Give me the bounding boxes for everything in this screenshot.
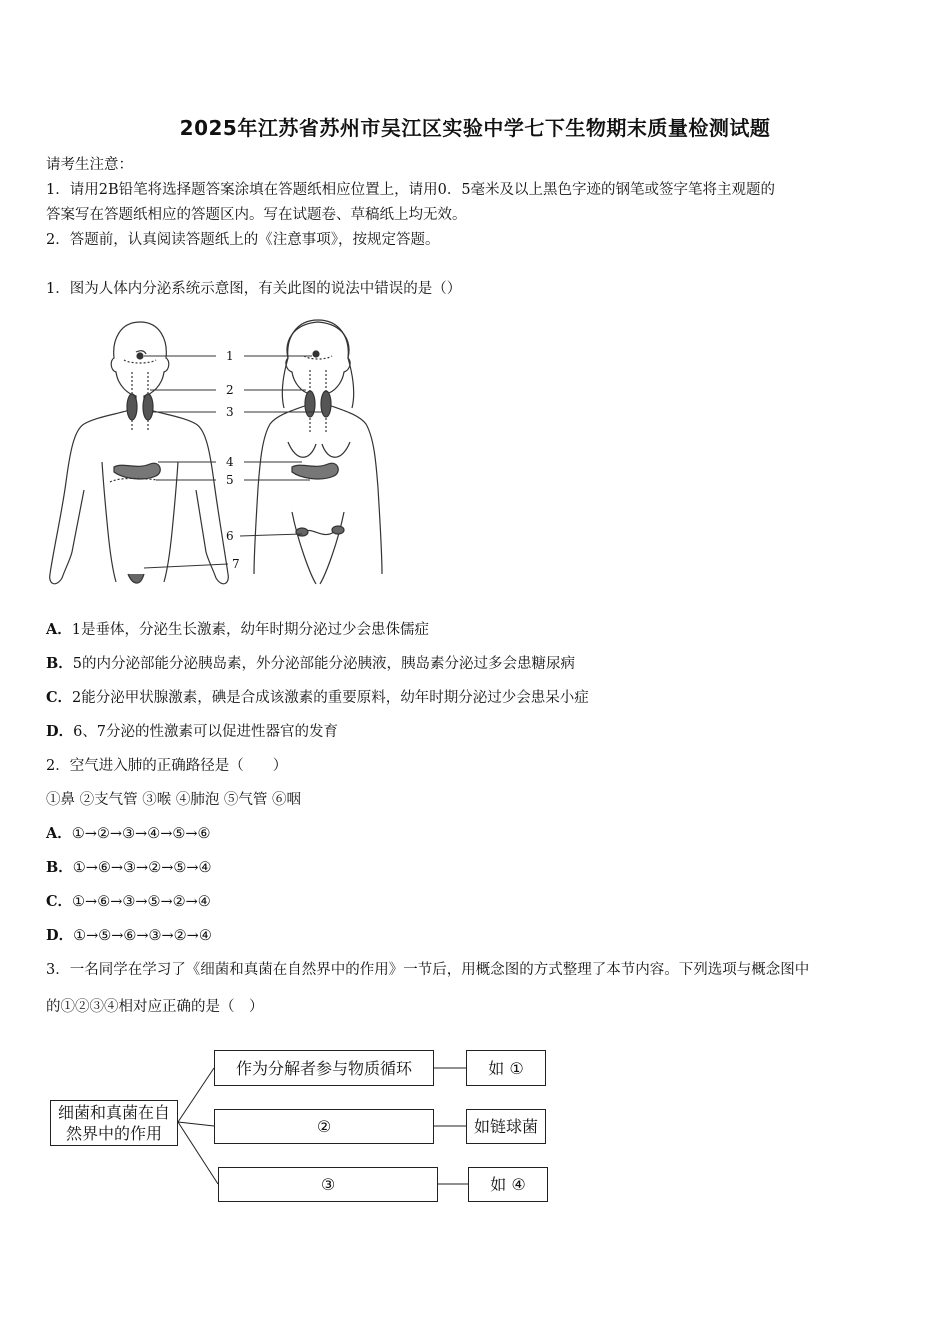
page-title: 2025年江苏省苏州市吴江区实验中学七下生物期末质量检测试题 <box>179 116 771 140</box>
concept-branch-1: 作为分解者参与物质循环 <box>214 1050 434 1086</box>
q2-stem: 2．空气进入肺的正确路径是（ ） <box>46 758 288 774</box>
concept-branch-3: ③ <box>218 1167 438 1202</box>
figure-label-2: 2 <box>226 383 234 397</box>
q2-option-b: B．①→⑥→③→②→⑤→④ <box>46 859 212 876</box>
q1-stem: 1．图为人体内分泌系统示意图，有关此图的说法中错误的是（） <box>46 281 462 297</box>
male-body-outline <box>50 322 229 584</box>
concept-root-box: 细菌和真菌在自然界中的作用 <box>50 1100 178 1146</box>
concept-example-2: 如链球菌 <box>466 1109 546 1144</box>
q1-option-a: A．1是垂体，分泌生长激素，幼年时期分泌过少会患侏儒症 <box>46 621 429 638</box>
figure-label-1: 1 <box>226 349 234 363</box>
female-body-outline <box>254 320 382 584</box>
concept-example-1: 如 ① <box>466 1050 546 1086</box>
concept-map <box>40 1038 560 1213</box>
concept-branch-2: ② <box>214 1109 434 1144</box>
q2-option-c: C．①→⑥→③→⑤→②→④ <box>46 893 211 910</box>
endocrine-system-figure <box>40 312 400 602</box>
q1-option-d: D．6、7分泌的性激素可以促进性器官的发育 <box>46 723 339 740</box>
q3-stem-line-2: 的①②③④相对应正确的是（ ） <box>46 999 264 1015</box>
notice-line-1: 1．请用2B铅笔将选择题答案涂填在答题纸相应位置上，请用0．5毫米及以上黑色字迹的钢笔或签字笔将主观题的 <box>46 182 776 198</box>
figure-label-4: 4 <box>226 455 234 469</box>
q3-stem-line-1: 3．一名同学在学习了《细菌和真菌在自然界中的作用》一节后，用概念图的方式整理了本节内容。下列选项与概念图中 <box>46 962 810 978</box>
figure-label-3: 3 <box>226 405 234 419</box>
q2-items: ①鼻 ②支气管 ③喉 ④肺泡 ⑤气管 ⑥咽 <box>46 792 302 808</box>
notice-line-3: 2．答题前，认真阅读答题纸上的《注意事项》，按规定答题。 <box>46 232 440 248</box>
concept-example-3: 如 ④ <box>468 1167 548 1202</box>
q2-option-a: A．①→②→③→④→⑤→⑥ <box>46 825 211 842</box>
figure-label-5: 5 <box>226 473 234 487</box>
notice-line-2: 答案写在答题纸相应的答题区内。写在试题卷、草稿纸上均无效。 <box>46 207 467 223</box>
q1-option-b: B．5的内分泌部能分泌胰岛素，外分泌部能分泌胰液，胰岛素分泌过多会患糖尿病 <box>46 655 575 672</box>
q1-option-c: C．2能分泌甲状腺激素，碘是合成该激素的重要原料，幼年时期分泌过少会患呆小症 <box>46 689 589 706</box>
q2-option-d: D．①→⑤→⑥→③→②→④ <box>46 927 212 944</box>
figure-label-7: 7 <box>232 557 240 571</box>
notice-heading: 请考生注意： <box>46 157 133 173</box>
figure-label-6: 6 <box>226 529 234 543</box>
